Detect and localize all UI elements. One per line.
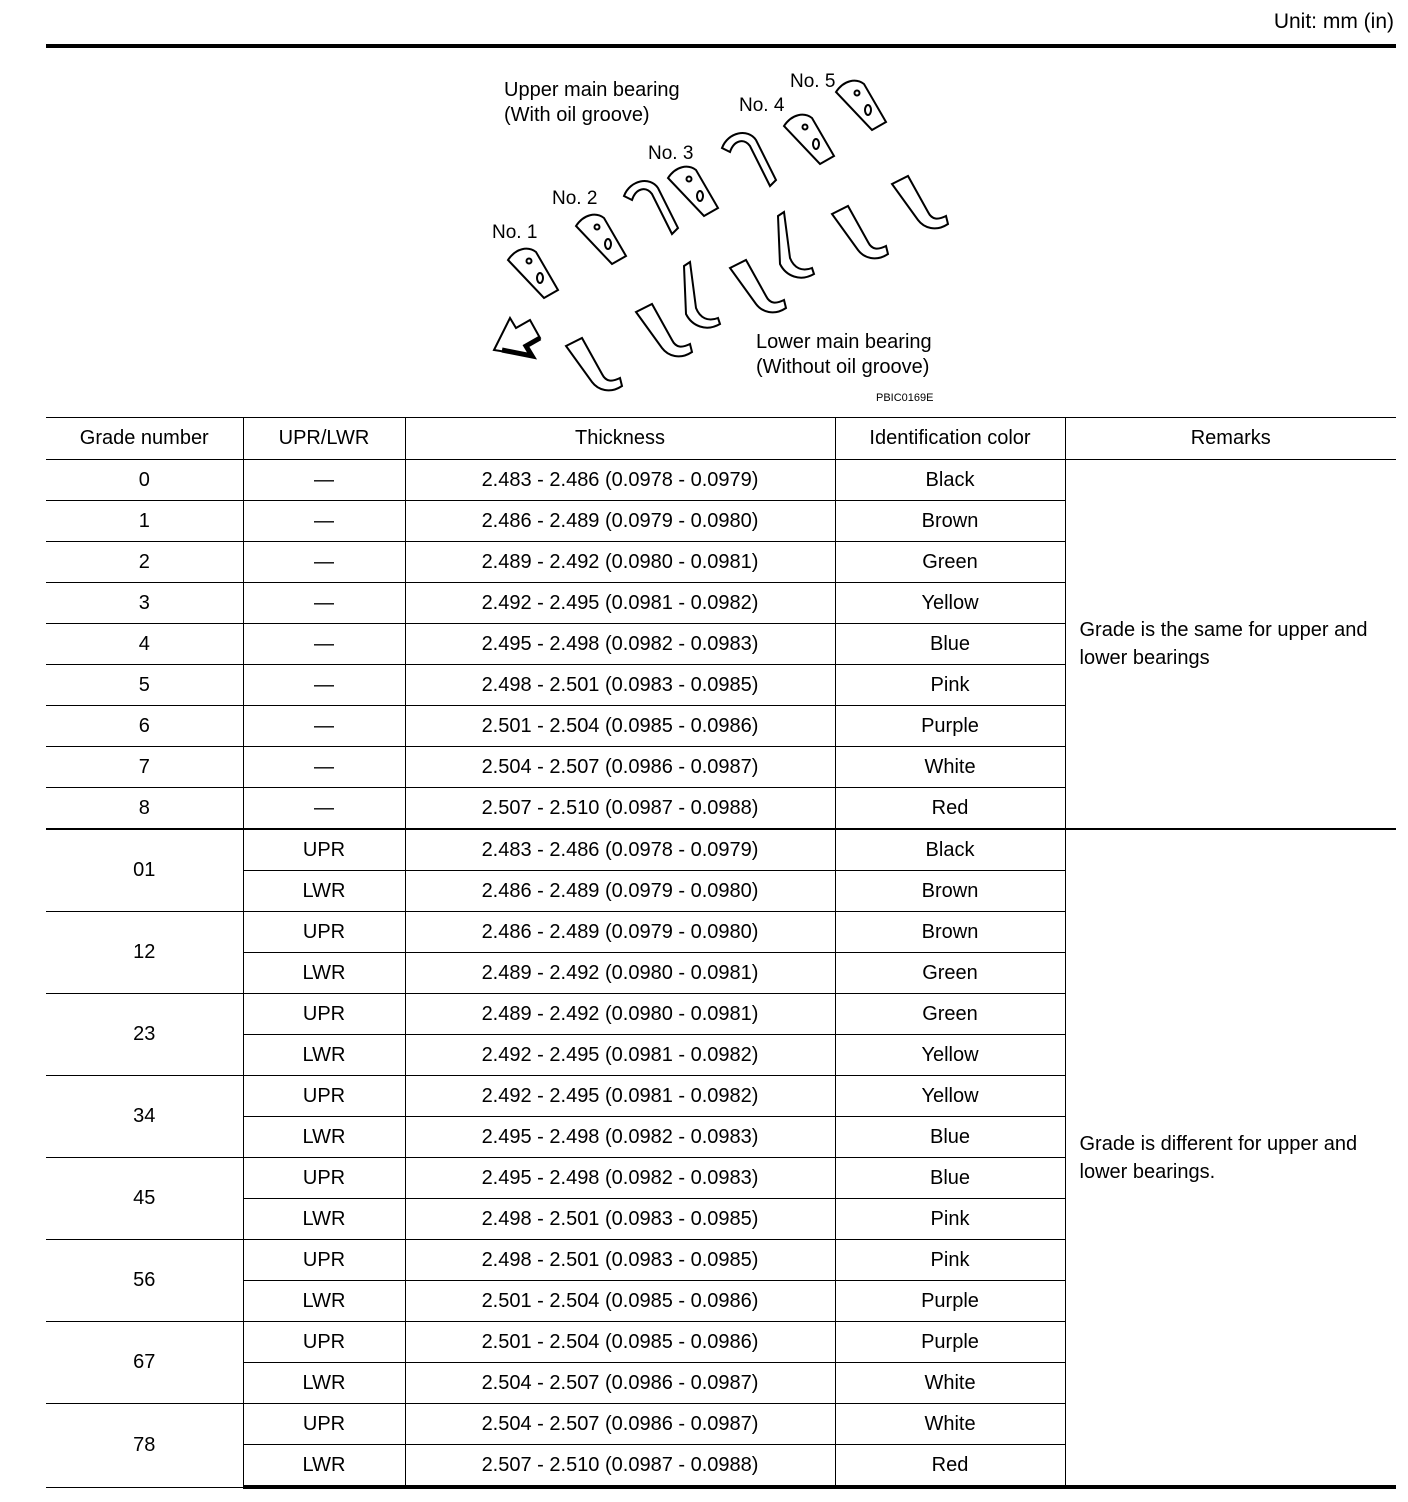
color-cell: Red [835, 1445, 1065, 1488]
grade-cell: 12 [46, 912, 243, 994]
color-cell: Blue [835, 624, 1065, 665]
bearing-no-4-label: No. 4 [739, 95, 785, 116]
thickness-cell: 2.495 - 2.498 (0.0982 - 0.0983) [405, 1158, 835, 1199]
side-cell: UPR [243, 994, 405, 1035]
color-cell: Yellow [835, 1035, 1065, 1076]
remarks-different-grade: Grade is different for upper and lower bearings. [1065, 829, 1396, 1487]
side-cell: — [243, 624, 405, 665]
figure-code: PBIC0169E [876, 392, 934, 404]
color-cell: Brown [835, 912, 1065, 953]
side-cell: — [243, 665, 405, 706]
upper-shell-no-4-thrust [722, 133, 776, 186]
thickness-cell: 2.492 - 2.495 (0.0981 - 0.0982) [405, 1035, 835, 1076]
color-cell: White [835, 1404, 1065, 1445]
header-thickness: Thickness [405, 418, 835, 460]
header-upr-lwr: UPR/LWR [243, 418, 405, 460]
color-cell: Pink [835, 1240, 1065, 1281]
lower-shell-3-thrust [684, 262, 720, 328]
thickness-cell: 2.498 - 2.501 (0.0983 - 0.0985) [405, 665, 835, 706]
color-cell: Red [835, 788, 1065, 830]
thickness-cell: 2.483 - 2.486 (0.0978 - 0.0979) [405, 829, 835, 871]
side-cell: UPR [243, 1322, 405, 1363]
thickness-cell: 2.498 - 2.501 (0.0983 - 0.0985) [405, 1199, 835, 1240]
side-cell: — [243, 460, 405, 501]
bearing-diagram-svg [46, 48, 1396, 418]
grade-cell: 7 [46, 747, 243, 788]
lower-shell-7 [892, 176, 948, 228]
grade-cell: 67 [46, 1322, 243, 1404]
bearing-no-3-label: No. 3 [648, 143, 694, 164]
side-cell: — [243, 747, 405, 788]
thickness-cell: 2.489 - 2.492 (0.0980 - 0.0981) [405, 542, 835, 583]
side-cell: UPR [243, 1158, 405, 1199]
side-cell: — [243, 788, 405, 830]
thickness-cell: 2.501 - 2.504 (0.0985 - 0.0986) [405, 1281, 835, 1322]
grade-cell: 6 [46, 706, 243, 747]
upper-shell-no-3-thrust [624, 181, 678, 234]
header-remarks: Remarks [1065, 418, 1396, 460]
thickness-cell: 2.492 - 2.495 (0.0981 - 0.0982) [405, 1076, 835, 1117]
lower-shell-4 [730, 260, 786, 312]
side-cell: UPR [243, 1404, 405, 1445]
color-cell: White [835, 1363, 1065, 1404]
color-cell: Purple [835, 1322, 1065, 1363]
side-cell: UPR [243, 829, 405, 871]
color-cell: Pink [835, 1199, 1065, 1240]
upper-shell-no-5 [836, 81, 886, 130]
thickness-cell: 2.486 - 2.489 (0.0979 - 0.0980) [405, 912, 835, 953]
grade-cell: 1 [46, 501, 243, 542]
grade-cell: 45 [46, 1158, 243, 1240]
side-cell: — [243, 501, 405, 542]
bearing-no-5-label: No. 5 [790, 71, 836, 92]
thickness-cell: 2.489 - 2.492 (0.0980 - 0.0981) [405, 953, 835, 994]
upper-shell-no-3 [668, 167, 718, 216]
lower-shell-2 [636, 304, 692, 356]
grade-cell: 5 [46, 665, 243, 706]
thickness-cell: 2.507 - 2.510 (0.0987 - 0.0988) [405, 788, 835, 830]
lower-shell-6 [832, 206, 888, 258]
thickness-cell: 2.504 - 2.507 (0.0986 - 0.0987) [405, 1404, 835, 1445]
side-cell: — [243, 542, 405, 583]
side-cell: — [243, 583, 405, 624]
thickness-cell: 2.507 - 2.510 (0.0987 - 0.0988) [405, 1445, 835, 1488]
header-grade-number: Grade number [46, 418, 243, 460]
table-row [46, 829, 1396, 871]
thickness-cell: 2.489 - 2.492 (0.0980 - 0.0981) [405, 994, 835, 1035]
lower-shell-1 [566, 338, 622, 390]
color-cell: Green [835, 994, 1065, 1035]
color-cell: Black [835, 829, 1065, 871]
color-cell: White [835, 747, 1065, 788]
side-cell: LWR [243, 1445, 405, 1488]
grade-cell: 2 [46, 542, 243, 583]
thickness-cell: 2.504 - 2.507 (0.0986 - 0.0987) [405, 747, 835, 788]
side-cell: — [243, 706, 405, 747]
thickness-cell: 2.495 - 2.498 (0.0982 - 0.0983) [405, 1117, 835, 1158]
thickness-cell: 2.486 - 2.489 (0.0979 - 0.0980) [405, 501, 835, 542]
color-cell: Pink [835, 665, 1065, 706]
bearing-grade-table [46, 417, 1396, 1489]
thickness-cell: 2.498 - 2.501 (0.0983 - 0.0985) [405, 1240, 835, 1281]
side-cell: LWR [243, 1035, 405, 1076]
color-cell: Purple [835, 1281, 1065, 1322]
side-cell: LWR [243, 1117, 405, 1158]
front-arrow-icon [494, 318, 540, 356]
bearing-no-1-label: No. 1 [492, 222, 538, 243]
side-cell: LWR [243, 1281, 405, 1322]
lower-shell-5-thrust [778, 212, 814, 278]
color-cell: Brown [835, 871, 1065, 912]
thickness-cell: 2.504 - 2.507 (0.0986 - 0.0987) [405, 1363, 835, 1404]
grade-cell: 78 [46, 1404, 243, 1488]
header-identification-color: Identification color [835, 418, 1065, 460]
grade-cell: 34 [46, 1076, 243, 1158]
grade-cell: 56 [46, 1240, 243, 1322]
lower-bearing-label-line2: (Without oil groove) [756, 356, 930, 378]
thickness-cell: 2.492 - 2.495 (0.0981 - 0.0982) [405, 583, 835, 624]
upper-shell-no-4 [784, 115, 834, 164]
grade-cell: 0 [46, 460, 243, 501]
upper-bearing-label-line1: Upper main bearing [504, 79, 680, 101]
color-cell: Green [835, 953, 1065, 994]
color-cell: Yellow [835, 1076, 1065, 1117]
remarks-same-grade: Grade is the same for upper and lower bearings [1065, 460, 1396, 830]
grade-cell: 23 [46, 994, 243, 1076]
side-cell: LWR [243, 953, 405, 994]
lower-bearing-label-line1: Lower main bearing [756, 331, 932, 353]
side-cell: UPR [243, 912, 405, 953]
grade-cell: 8 [46, 788, 243, 830]
color-cell: Yellow [835, 583, 1065, 624]
side-cell: UPR [243, 1240, 405, 1281]
thickness-cell: 2.483 - 2.486 (0.0978 - 0.0979) [405, 460, 835, 501]
thickness-cell: 2.501 - 2.504 (0.0985 - 0.0986) [405, 706, 835, 747]
thickness-cell: 2.501 - 2.504 (0.0985 - 0.0986) [405, 1322, 835, 1363]
thickness-cell: 2.486 - 2.489 (0.0979 - 0.0980) [405, 871, 835, 912]
color-cell: Brown [835, 501, 1065, 542]
upper-bearing-label-line2: (With oil groove) [504, 104, 650, 126]
side-cell: LWR [243, 871, 405, 912]
color-cell: Purple [835, 706, 1065, 747]
grade-cell: 4 [46, 624, 243, 665]
upper-shell-no-2 [576, 215, 626, 264]
color-cell: Blue [835, 1117, 1065, 1158]
bearing-no-2-label: No. 2 [552, 188, 598, 209]
color-cell: Green [835, 542, 1065, 583]
thickness-cell: 2.495 - 2.498 (0.0982 - 0.0983) [405, 624, 835, 665]
table-row [46, 460, 1396, 501]
grade-cell: 01 [46, 829, 243, 912]
bearing-diagram [46, 48, 1396, 418]
color-cell: Blue [835, 1158, 1065, 1199]
upper-shell-no-1 [508, 249, 558, 298]
side-cell: LWR [243, 1363, 405, 1404]
grade-cell: 3 [46, 583, 243, 624]
side-cell: UPR [243, 1076, 405, 1117]
color-cell: Black [835, 460, 1065, 501]
side-cell: LWR [243, 1199, 405, 1240]
unit-label: Unit: mm (in) [1273, 10, 1394, 33]
table-header-row [46, 418, 1396, 460]
